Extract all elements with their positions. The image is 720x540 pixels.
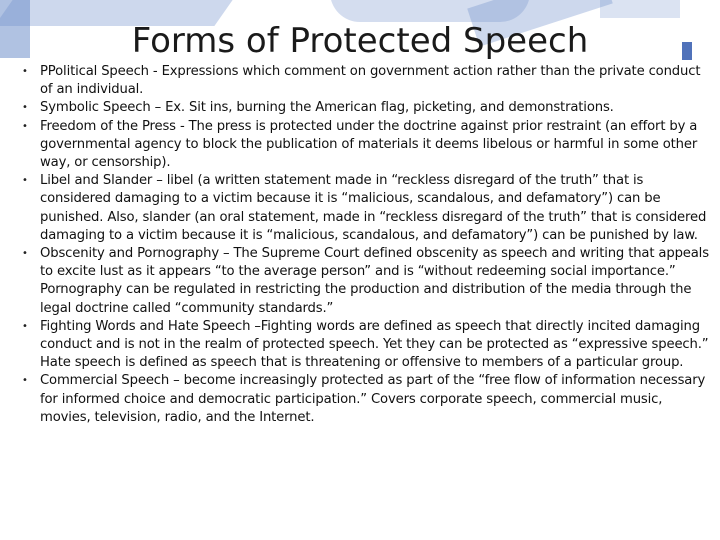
bullet-icon: • xyxy=(22,120,28,132)
bullet-icon: • xyxy=(22,248,28,260)
bullet-item-freedom-of-press xyxy=(22,118,714,173)
bullet-icon: • xyxy=(22,102,28,114)
bullet-text: Commercial Speech – become increasingly protected as part of the “free flow of information necessary for informed choice and democratic participation.” Covers corporate speech, commercial music, movies, television, radio, and the Internet. xyxy=(40,373,706,425)
bullet-text: Obscenity and Pornography – The Supreme Court defined obscenity as speech and writing that appeals to excite lust as it appears “to the average person” and is “without redeeming social importance.” Pornography can be regulated in restricting the production and distribution of the media through the legal doctrine called “community standards.” xyxy=(40,246,709,316)
bullet-icon: • xyxy=(22,66,28,77)
bullet-item-libel-slander xyxy=(22,172,714,245)
bullet-text: Fighting Words and Hate Speech –Fighting words are defined as speech that directly incited damaging conduct and is not in the realm of protected speech. Yet they can be protected as “expressive speech.” Hate speech is defined as speech that is threatening or offensive to members of a particular group. xyxy=(40,318,709,371)
bullet-item-fighting-words xyxy=(22,318,714,373)
bullet-text: Symbolic Speech – Ex. Sit ins, burning the American flag, picketing, and demonstrations. xyxy=(40,100,614,116)
bullet-item-commercial-speech xyxy=(22,372,714,427)
bullet-icon: • xyxy=(22,375,28,387)
bullet-text: Freedom of the Press - The press is protected under the doctrine against prior restraint (an effort by a governmental agency to block the publication of materials it deems libelous or harmful in some other way, or censorship). xyxy=(40,118,698,171)
bullet-icon: • xyxy=(22,175,28,187)
banner-shape xyxy=(600,0,680,18)
bullet-item-symbolic-speech xyxy=(22,99,714,117)
bullet-icon: • xyxy=(22,320,28,332)
bullet-item-political-speech xyxy=(22,63,714,99)
bullet-item-obscenity xyxy=(22,245,714,318)
bullet-text: Libel and Slander – libel (a written statement made in “reckless disregard of the truth” that is considered damaging to a victim because it is “malicious, scandalous, and defamatory”) can be punished. Also, slander (an oral statement, made in “reckless disregard of the truth” that is considered damaging to a victim because it is “malicious, scandalous, and defamatory”) can be punished by law. xyxy=(40,173,707,243)
bullet-text: PPolitical Speech - Expressions which comment on government action rather than the private conduct of an individual. xyxy=(40,64,701,98)
slide-title: Forms of Protected Speech xyxy=(131,21,589,61)
bullet-list xyxy=(22,63,714,427)
